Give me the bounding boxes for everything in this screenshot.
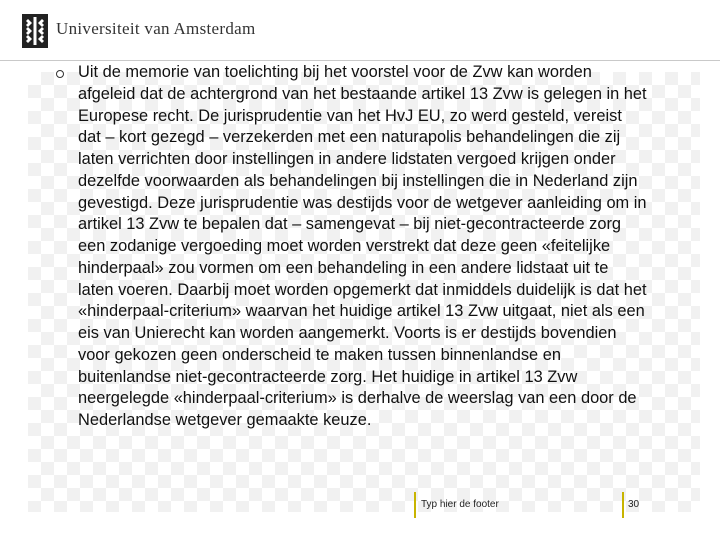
footer-divider-left	[414, 492, 416, 518]
header-divider	[0, 60, 720, 61]
footer-text: Typ hier de footer	[421, 499, 499, 510]
footer-divider-right	[622, 492, 624, 518]
page-number: 30	[628, 499, 640, 510]
body-paragraph: Uit de memorie van toelichting bij het voorstel voor de Zvw kan worden afgeleid dat de achtergrond van het bestaande artikel 13 Zvw is gelegen in het Europese recht. De jurisprudentie van het HvJ EU, zo werd gesteld, vereist dat – kort gezegd – verzekerden met een naturapolis behandelingen die zij laten verrichten door instellingen in andere lidstaten vergoed krijgen onder dezelfde voorwaarden als behandelingen bij instellingen die in Nederland zijn gevestigd. Deze jurisprudentie was destijds voor de wetgever aanleiding om in artikel 13 Zvw te bepalen dat – samengevat – bij niet-gecontracteerde zorg een zodanige vergoeding moet worden verstrekt dat deze geen «feitelijke hinderpaal» zou vormen om een behandeling in een andere lidstaat uit te laten voeren. Daarbij moet worden opgemerkt dat inmiddels duidelijk is dat het «hinderpaal-criterium» waarvan het huidige artikel 13 Zvw uitgaat, niet als een eis van Unierecht kan worden aangemerkt. Voorts is er destijds bovendien voor gekozen geen onderscheid te maken tussen binnenlandse en buitenlandse niet-gecontracteerde zorg. Het huidige in artikel 13 Zvw neergelegde «hinderpaal-criterium» is derhalve de weerslag van een door de Nederlandse wetgever gemaakte keuze.	[78, 63, 647, 429]
content-block	[56, 62, 656, 432]
uva-logo-icon	[22, 14, 48, 48]
university-name: Universiteit van Amsterdam	[56, 19, 256, 38]
bullet-icon	[56, 70, 64, 78]
